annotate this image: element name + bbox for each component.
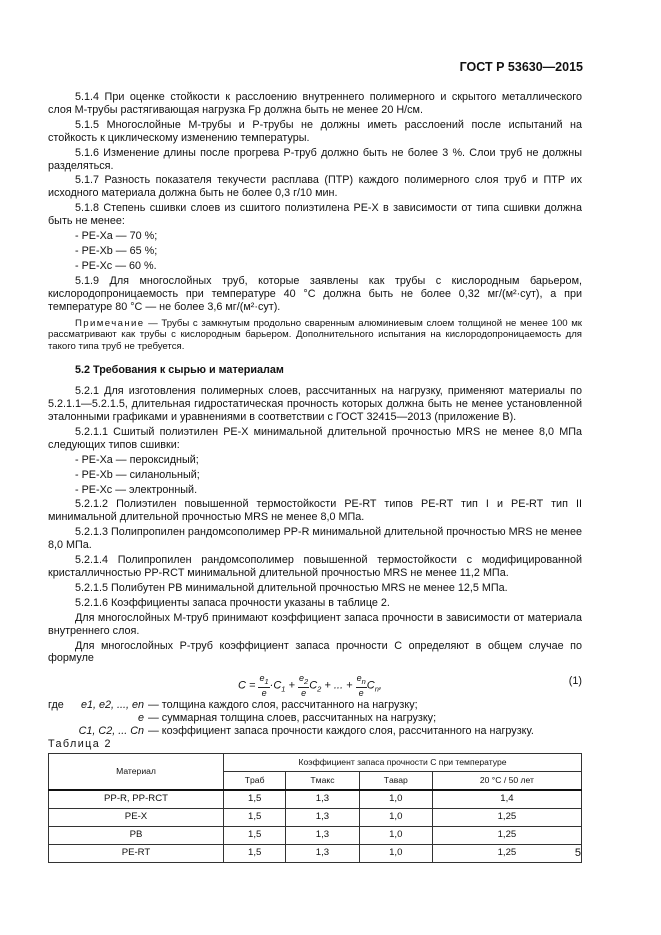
para-5-2-1-3: 5.2.1.3 Полипропилен рандомсополимер PP-R минимальной длительной прочностью MRS не менее 8,0 МПа.: [48, 526, 582, 552]
para-5-1-8: 5.1.8 Степень сшивки слоев из сшитого полиэтилена РЕ-Х в зависимости от типа сшивки должна быть не менее:: [48, 202, 582, 228]
legend-text: — суммарная толщина слоев, рассчитанных на нагрузку;: [148, 712, 437, 725]
table-cell: 1,25: [432, 844, 581, 862]
legend-row: [48, 712, 582, 725]
list-item: - PE-Xb — силанольный;: [75, 468, 200, 481]
para-5-2-1-6: 5.2.1.6 Коэффициенты запаса прочности указаны в таблице 2.: [75, 596, 390, 609]
table-row: [49, 826, 582, 844]
col-header-group: Коэффициент запаса прочности C при температуре: [224, 754, 582, 772]
formula-legend: [48, 699, 582, 738]
table-cell: 1,3: [286, 844, 359, 862]
para-5-1-4: 5.1.4 При оценке стойкости к расслоению внутреннего полимерного и скрытого металлического слоя М-трубы растягивающая нагрузка Fр должна быть не менее 20 Н/см.: [48, 91, 582, 116]
list-item: - PE-Xc — 60 %.: [75, 259, 157, 272]
para-5-1-5: 5.1.5 Многослойные М-трубы и Р-трубы не должны иметь расслоений после испытаний на стойкость к циклическому изменению температуры.: [48, 118, 582, 144]
col-header-t-rab: Tраб: [224, 772, 286, 790]
table-cell: 1,4: [432, 790, 581, 808]
table-cell: 1,0: [359, 808, 432, 826]
formula-expression: C = $\frac{e_1}{e}\cdot C_1$ + $\frac{e_2}{e}C_2$ + ... + $\frac{e_n}{e}C_n$,: [238, 673, 382, 699]
table-cell: 1,3: [286, 826, 359, 844]
table-cell: 1,3: [286, 808, 359, 826]
legend-row: [48, 725, 582, 738]
table-cell: 1,3: [286, 790, 359, 808]
para-5-2-1-2: 5.2.1.2 Полиэтилен повышенной термостойкости PE-RT типов PE-RT тип I и PE-RT тип II минимальной длительной прочностью MRS не менее 8,0 МПа.: [48, 498, 582, 524]
table-row: [49, 790, 582, 808]
table-cell: 1,0: [359, 826, 432, 844]
para-5-2-1-4: 5.2.1.4 Полипропилен рандомсополимер повышенной термостойкости с модифицированной кристалличностью PP-RCT минимальной длительной прочностью MRS не менее 11,2 МПа.: [48, 554, 582, 579]
legend-row: где e1, e2, ..., en — толщина каждого слоя, рассчитанного на нагрузку;: [48, 699, 582, 712]
legend-symbol: C1, C2, ... Cn: [78, 725, 144, 738]
list-item: - PE-Xa — 70 %;: [75, 230, 158, 243]
formula-number: (1): [568, 675, 582, 688]
table-row: [49, 808, 582, 826]
list-item: - PE-Xa — пероксидный;: [75, 453, 199, 466]
safety-factor-table: [48, 753, 582, 862]
doc-body: [48, 91, 582, 863]
page-number: 5: [574, 847, 581, 859]
para-5-1-9: 5.1.9 Для многослойных труб, которые заявлены как трубы с кислородным барьером, кислородопроницаемость при температуре 40 °С должна быть не более 0,32 мг/(м²·сут), а при температуре 80 °С — не более 3,6 мг/(м²·сут).: [48, 274, 582, 313]
table-row: [49, 844, 582, 862]
section-heading-5-2: 5.2 Требования к сырью и материалам: [75, 364, 284, 377]
col-header-material: Материал: [49, 754, 224, 790]
legend-text: — коэффициент запаса прочности каждого слоя, рассчитанного на нагрузку.: [148, 725, 534, 738]
table-cell: 1,5: [224, 790, 286, 808]
para-p-pipes: Для многослойных Р-труб коэффициент запаса прочности C определяют в общем случае по формуле: [48, 639, 582, 665]
table-cell: 1,25: [432, 808, 581, 826]
legend-symbol: e: [137, 712, 144, 725]
table-cell: PB: [49, 826, 224, 844]
para-5-1-6: 5.1.6 Изменение длины после прогрева Р-труб должно быть не более 3 %. Слои труб не должны разделяться.: [48, 146, 582, 172]
list-item: - PE-Xc — электронный.: [75, 483, 198, 496]
doc-header: ГОСТ Р 53630—2015: [459, 60, 583, 74]
table-cell: 1,5: [224, 808, 286, 826]
legend-symbol: e1, e2, ..., en: [80, 699, 144, 712]
para-5-2-1: 5.2.1 Для изготовления полимерных слоев, рассчитанных на нагрузку, применяют материалы по 5.2.1.1—5.2.1.5, длительная гидростатическая прочность которых должна быть не менее установленной эталонными графиками и уравнениями в соответствии с ГОСТ 32415—2013 (приложение В).: [48, 385, 582, 423]
table-cell: 1,5: [224, 826, 286, 844]
col-header-t-maks: Tмакс: [286, 772, 359, 790]
para-5-2-1-5: 5.2.1.5 Полибутен PB минимальной длительной прочностью MRS не менее 12,5 МПа.: [75, 581, 508, 594]
para-5-1-7: 5.1.7 Разность показателя текучести расплава (ПТР) каждого полимерного слоя труб и ПТР их исходного материала должна быть не более 0,3 г/10 мин.: [48, 174, 582, 200]
table-caption: Таблица 2: [48, 738, 112, 751]
col-header-20c-50y: 20 °С / 50 лет: [432, 772, 581, 790]
table-cell: 1,0: [359, 844, 432, 862]
note-label: Примечание: [75, 317, 145, 329]
table-cell: PE-RT: [49, 844, 224, 862]
col-header-t-avar: Tавар: [359, 772, 432, 790]
para-m-pipes: Для многослойных М-труб принимают коэффициент запаса прочности в зависимости от материала внутреннего слоя.: [48, 611, 582, 637]
table-cell: PE-X: [49, 808, 224, 826]
legend-text: — толщина каждого слоя, рассчитанного на нагрузку;: [148, 699, 418, 712]
note: [48, 318, 582, 353]
table-cell: 1,25: [432, 826, 581, 844]
formula-1: [48, 667, 582, 699]
note-text: — Трубы с замкнутым продольно сваренным алюминиевым слоем толщиной не менее 100 мк рассматривают как трубы с кислородным барьером. Дополнительного испытания на кислородопроницаемость для такого типа труб не требуется.: [48, 317, 582, 352]
table-cell: 1,0: [359, 790, 432, 808]
table-cell: PP-R, PP-RCT: [49, 790, 224, 808]
table-cell: 1,5: [224, 844, 286, 862]
list-item: - PE-Xb — 65 %;: [75, 244, 158, 257]
para-5-2-1-1: 5.2.1.1 Сшитый полиэтилен РЕ-Х минимальной длительной прочностью MRS не менее 8,0 МПа следующих типов сшивки:: [48, 425, 582, 451]
